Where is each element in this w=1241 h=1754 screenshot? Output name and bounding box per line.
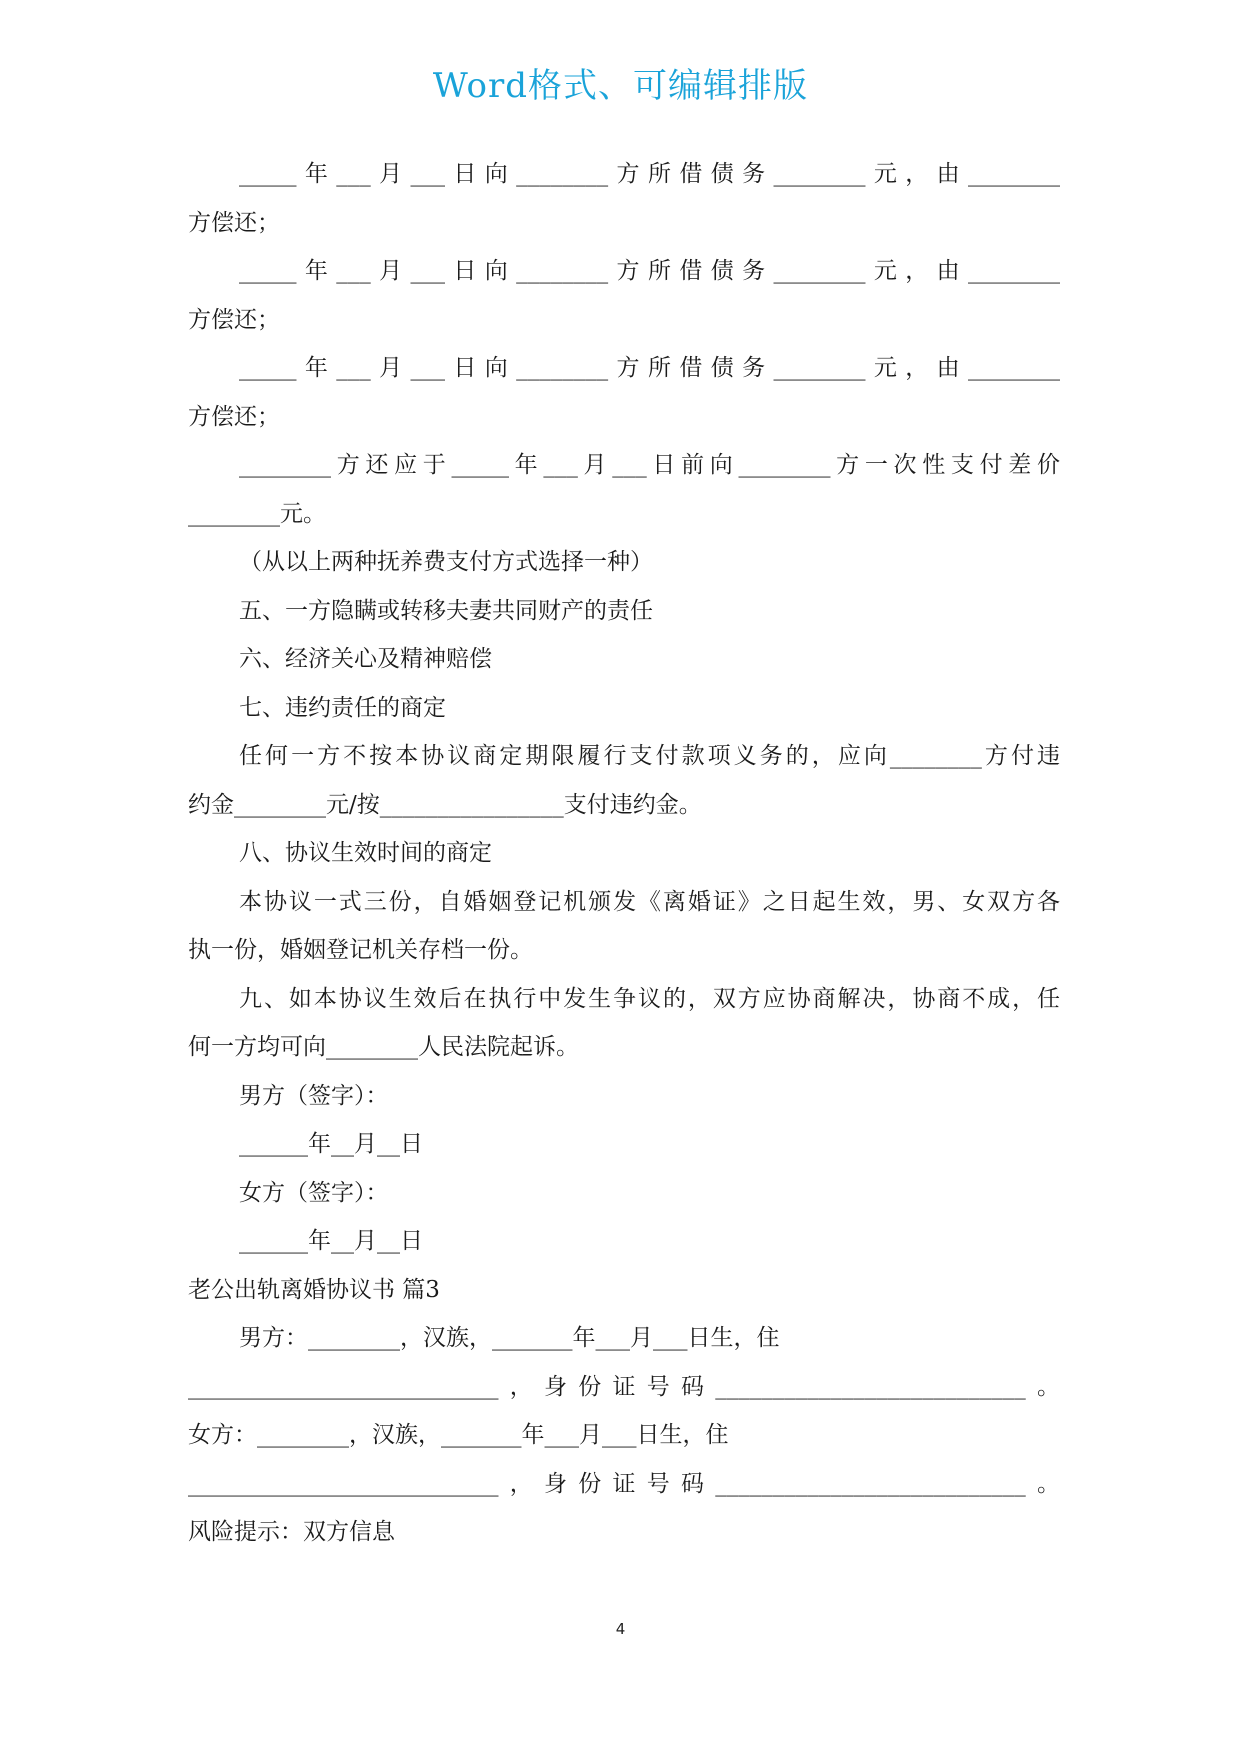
document-line: 何一方均可向________人民法院起诉。 — [188, 1034, 579, 1060]
document-line: 女方：________，汉族，_______年___月___日生，住 — [188, 1422, 729, 1448]
document-line: 男方（签字）： — [239, 1082, 389, 1109]
document-line: _____年___月___日向________方所借债务________元，由________ — [239, 355, 1061, 381]
document-line: ___________________________，身份证号码___________________________。 — [188, 1470, 1060, 1497]
document-line: 五、一方隐瞒或转移夫妻共同财产的责任 — [239, 597, 653, 624]
document-line: （从以上两种抚养费支付方式选择一种） — [239, 549, 653, 575]
document-line: 方偿还； — [188, 403, 280, 430]
document-line: 任何一方不按本协议商定期限履行支付款项义务的，应向________方付违 — [239, 743, 1060, 769]
document-line: ___________________________，身份证号码___________________________。 — [188, 1373, 1060, 1400]
page-header-title: Word格式、可编辑排版 — [432, 66, 809, 106]
document-line: 九、如本协议生效后在执行中发生争议的，双方应协商解决，协商不成，任 — [239, 985, 1060, 1012]
document-line: ________方还应于_____年___月___日前向________方一次性支付差价 — [239, 452, 1060, 478]
document-line: 女方（签字）： — [239, 1179, 389, 1206]
document-line: 方偿还； — [188, 306, 280, 333]
document-line: _____年___月___日向________方所借债务________元，由________ — [239, 161, 1061, 187]
page-number: 4 — [615, 1620, 626, 1638]
document-line: ______年__月__日 — [239, 1131, 423, 1157]
document-line: _____年___月___日向________方所借债务________元，由________ — [239, 258, 1061, 284]
document-line: 约金________元/按________________支付违约金。 — [188, 791, 702, 818]
document-line: 风险提示：双方信息 — [188, 1519, 395, 1545]
document-line: 男方：________，汉族，_______年___月___日生，住 — [239, 1325, 780, 1351]
document-line: 七、违约责任的商定 — [239, 694, 446, 721]
document-line: 方偿还； — [188, 209, 280, 236]
document-line: 六、经济关心及精神赔偿 — [239, 646, 492, 672]
document-line: 本协议一式三份，自婚姻登记机颁发《离婚证》之日起生效，男、女双方各 — [239, 888, 1060, 915]
document-line: 老公出轨离婚协议书 篇3 — [188, 1276, 440, 1303]
document-line: 八、协议生效时间的商定 — [239, 840, 492, 866]
document-line: 执一份，婚姻登记机关存档一份。 — [188, 937, 533, 963]
document-line: ________元。 — [188, 500, 326, 527]
document-line: ______年__月__日 — [239, 1228, 423, 1254]
document-body — [188, 150, 1060, 1557]
